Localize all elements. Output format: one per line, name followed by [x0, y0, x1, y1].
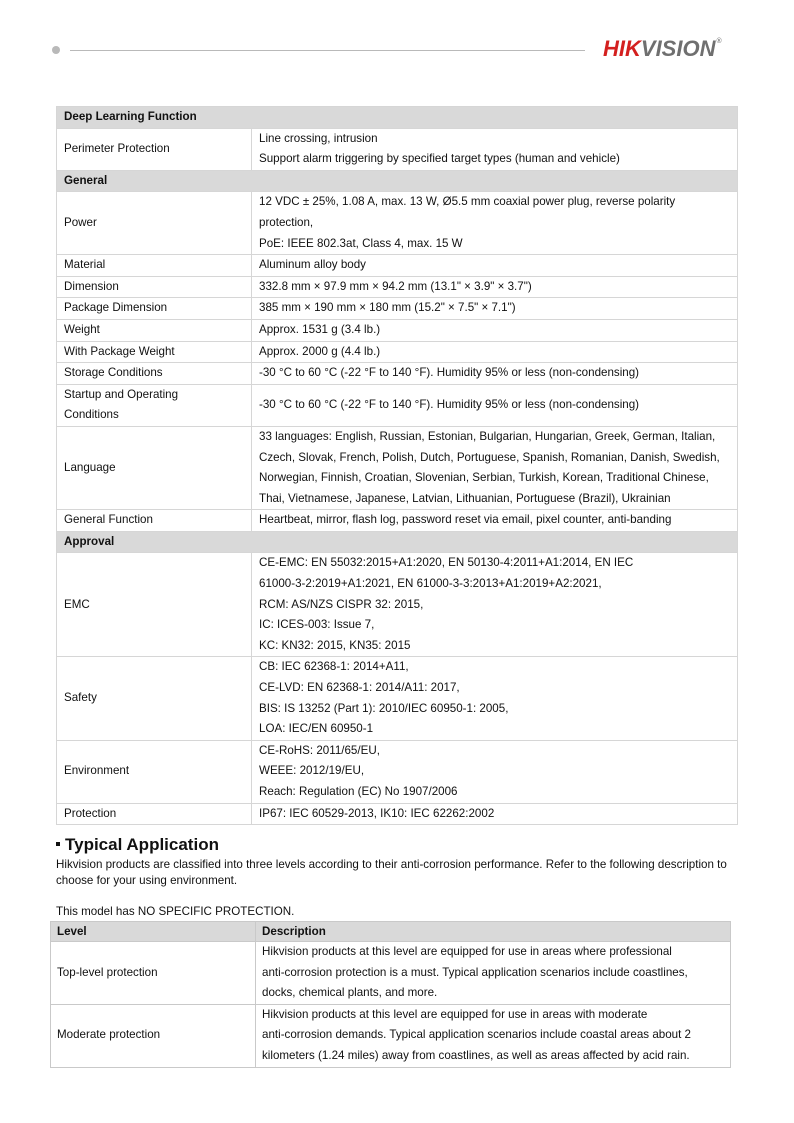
text-line: LOA: IEC/EN 60950-1 — [259, 722, 374, 736]
text-line: Approx. 2000 g (4.4 lb.) — [259, 344, 381, 358]
level-description — [256, 1004, 731, 1067]
text-line: Protection — [64, 806, 117, 820]
section-title: Deep Learning Function — [57, 107, 738, 129]
spec-row — [57, 255, 738, 277]
spec-row — [57, 192, 738, 255]
spec-row — [57, 426, 738, 509]
text-line: KC: KN32: 2015, KN35: 2015 — [259, 638, 411, 652]
text-line: RCM: AS/NZS CISPR 32: 2015, — [259, 597, 424, 611]
text-line: Startup and Operating — [64, 387, 179, 401]
text-line: Perimeter Protection — [64, 141, 170, 155]
spec-value — [252, 192, 738, 255]
spec-value — [252, 276, 738, 298]
spec-value — [252, 740, 738, 803]
text-line: General Function — [64, 513, 153, 527]
spec-value — [252, 363, 738, 385]
level-row — [51, 942, 731, 1005]
text-line: 33 languages: English, Russian, Estonian, Bulgarian, Hungarian, Greek, German, Italian, — [259, 429, 716, 443]
column-header: Level — [51, 922, 256, 942]
text-line: protection, — [259, 215, 314, 229]
text-line: Safety — [64, 691, 97, 705]
text-line: Aluminum alloy body — [259, 258, 366, 272]
spec-value — [252, 553, 738, 657]
text-line: Norwegian, Finnish, Croatian, Slovenian, Serbian, Turkish, Korean, Traditional Chinese, — [259, 471, 709, 485]
spec-row — [57, 510, 738, 532]
text-line: 12 VDC ± 25%, 1.08 A, max. 13 W, Ø5.5 mm coaxial power plug, reverse polarity — [259, 195, 676, 209]
text-line: With Package Weight — [64, 344, 175, 358]
spec-row — [57, 384, 738, 426]
text-line: Thai, Vietnamese, Japanese, Latvian, Lithuanian, Portuguese (Brazil), Ukrainian — [259, 491, 671, 505]
spec-label — [57, 657, 252, 740]
text-line: Support alarm triggering by specified target types (human and vehicle) — [259, 152, 620, 166]
text-line: CB: IEC 62368-1: 2014+A11, — [259, 660, 409, 674]
text-line: Language — [64, 460, 116, 474]
spec-row — [57, 657, 738, 740]
spec-value — [252, 298, 738, 320]
levels-header-row — [51, 922, 731, 942]
heading-bullet — [56, 842, 60, 846]
text-line: EMC — [64, 597, 90, 611]
spec-row — [57, 740, 738, 803]
text-line: WEEE: 2012/19/EU, — [259, 764, 365, 778]
spec-value — [252, 657, 738, 740]
spec-label — [57, 510, 252, 532]
text-line: Hikvision products at this level are equipped for use in areas with moderate — [262, 1007, 648, 1021]
spec-label — [57, 740, 252, 803]
spec-value — [252, 341, 738, 363]
text-line: kilometers (1.24 miles) away from coastlines, as well as areas affected by acid rain. — [262, 1048, 690, 1062]
section-title: Approval — [57, 531, 738, 553]
level-row — [51, 1004, 731, 1067]
text-line: Hikvision products at this level are equipped for use in areas where professional — [262, 945, 672, 958]
text-line: Conditions — [64, 408, 119, 422]
spec-label — [57, 384, 252, 426]
model-protection-note: This model has NO SPECIFIC PROTECTION. — [56, 905, 295, 918]
spec-label — [57, 255, 252, 277]
text-line: PoE: IEEE 802.3at, Class 4, max. 15 W — [259, 236, 463, 250]
spec-table — [56, 106, 738, 825]
text-line: anti-corrosion protection is a must. Typical application scenarios include coastlines, — [262, 965, 688, 979]
spec-row — [57, 553, 738, 657]
typical-application-description: Hikvision products are classified into three levels according to their anti-corrosion performance. Refer to the following description to choose for your using environment. — [56, 858, 727, 887]
header-rule — [70, 50, 585, 51]
text-line: Dimension — [64, 279, 119, 293]
column-header: Description — [256, 922, 731, 942]
spec-row — [57, 319, 738, 341]
text-line: Reach: Regulation (EC) No 1907/2006 — [259, 785, 458, 798]
section-header-row — [57, 170, 738, 192]
text-line: 385 mm × 190 mm × 180 mm (15.2" × 7.5" × 7.1") — [259, 301, 516, 315]
spec-row — [57, 363, 738, 385]
typical-application-heading: Typical Application — [56, 835, 219, 855]
spec-label — [57, 319, 252, 341]
text-line: IC: ICES-003: Issue 7, — [259, 618, 375, 632]
spec-label — [57, 553, 252, 657]
spec-label — [57, 426, 252, 509]
text-line: Approx. 1531 g (3.4 lb.) — [259, 322, 381, 336]
text-line: Package Dimension — [64, 301, 168, 315]
spec-value — [252, 384, 738, 426]
text-line: CE-LVD: EN 62368-1: 2014/A11: 2017, — [259, 681, 460, 695]
text-line: 61000-3-2:2019+A1:2021, EN 61000-3-3:2013+A1:2019+A2:2021, — [259, 577, 602, 591]
level-name: Top-level protection — [51, 942, 256, 1005]
spec-row — [57, 803, 738, 825]
protection-levels-table — [50, 921, 731, 1068]
header-dot — [52, 46, 60, 54]
spec-row — [57, 128, 738, 170]
text-line: Weight — [64, 322, 100, 336]
text-line: CE-EMC: EN 55032:2015+A1:2020, EN 50130-4:2011+A1:2014, EN IEC — [259, 556, 634, 570]
spec-label — [57, 192, 252, 255]
text-line: -30 °C to 60 °C (-22 °F to 140 °F). Humidity 95% or less (non-condensing) — [259, 366, 640, 380]
hikvision-logo: HIKVISION® — [603, 36, 722, 61]
spec-value — [252, 510, 738, 532]
spec-label — [57, 341, 252, 363]
spec-value — [252, 255, 738, 277]
spec-value — [252, 319, 738, 341]
spec-label — [57, 276, 252, 298]
text-line: Environment — [64, 764, 130, 778]
level-description — [256, 942, 731, 1005]
text-line: IP67: IEC 60529-2013, IK10: IEC 62262:2002 — [259, 806, 495, 820]
level-name: Moderate protection — [51, 1004, 256, 1067]
text-line: 332.8 mm × 97.9 mm × 94.2 mm (13.1" × 3.9" × 3.7") — [259, 279, 532, 293]
spec-label — [57, 803, 252, 825]
spec-row — [57, 341, 738, 363]
text-line: Storage Conditions — [64, 366, 163, 380]
text-line: Line crossing, intrusion — [259, 131, 378, 145]
spec-label — [57, 298, 252, 320]
spec-value — [252, 128, 738, 170]
text-line: BIS: IS 13252 (Part 1): 2010/IEC 60950-1: 2005, — [259, 701, 509, 715]
spec-row — [57, 276, 738, 298]
section-header-row — [57, 531, 738, 553]
text-line: Heartbeat, mirror, flash log, password reset via email, pixel counter, anti-banding — [259, 513, 672, 527]
text-line: Czech, Slovak, French, Polish, Dutch, Portuguese, Spanish, Romanian, Danish, Swedish, — [259, 450, 720, 464]
spec-label — [57, 128, 252, 170]
spec-label — [57, 363, 252, 385]
text-line: -30 °C to 60 °C (-22 °F to 140 °F). Humidity 95% or less (non-condensing) — [259, 398, 640, 412]
spec-value — [252, 803, 738, 825]
spec-value — [252, 426, 738, 509]
section-header-row — [57, 107, 738, 129]
spec-row — [57, 298, 738, 320]
text-line: Material — [64, 258, 106, 272]
text-line: Power — [64, 215, 97, 229]
text-line: anti-corrosion demands. Typical application scenarios include coastal areas about 2 — [262, 1028, 692, 1042]
section-title: General — [57, 170, 738, 192]
text-line: CE-RoHS: 2011/65/EU, — [259, 743, 380, 757]
text-line: docks, chemical plants, and more. — [262, 986, 438, 1000]
